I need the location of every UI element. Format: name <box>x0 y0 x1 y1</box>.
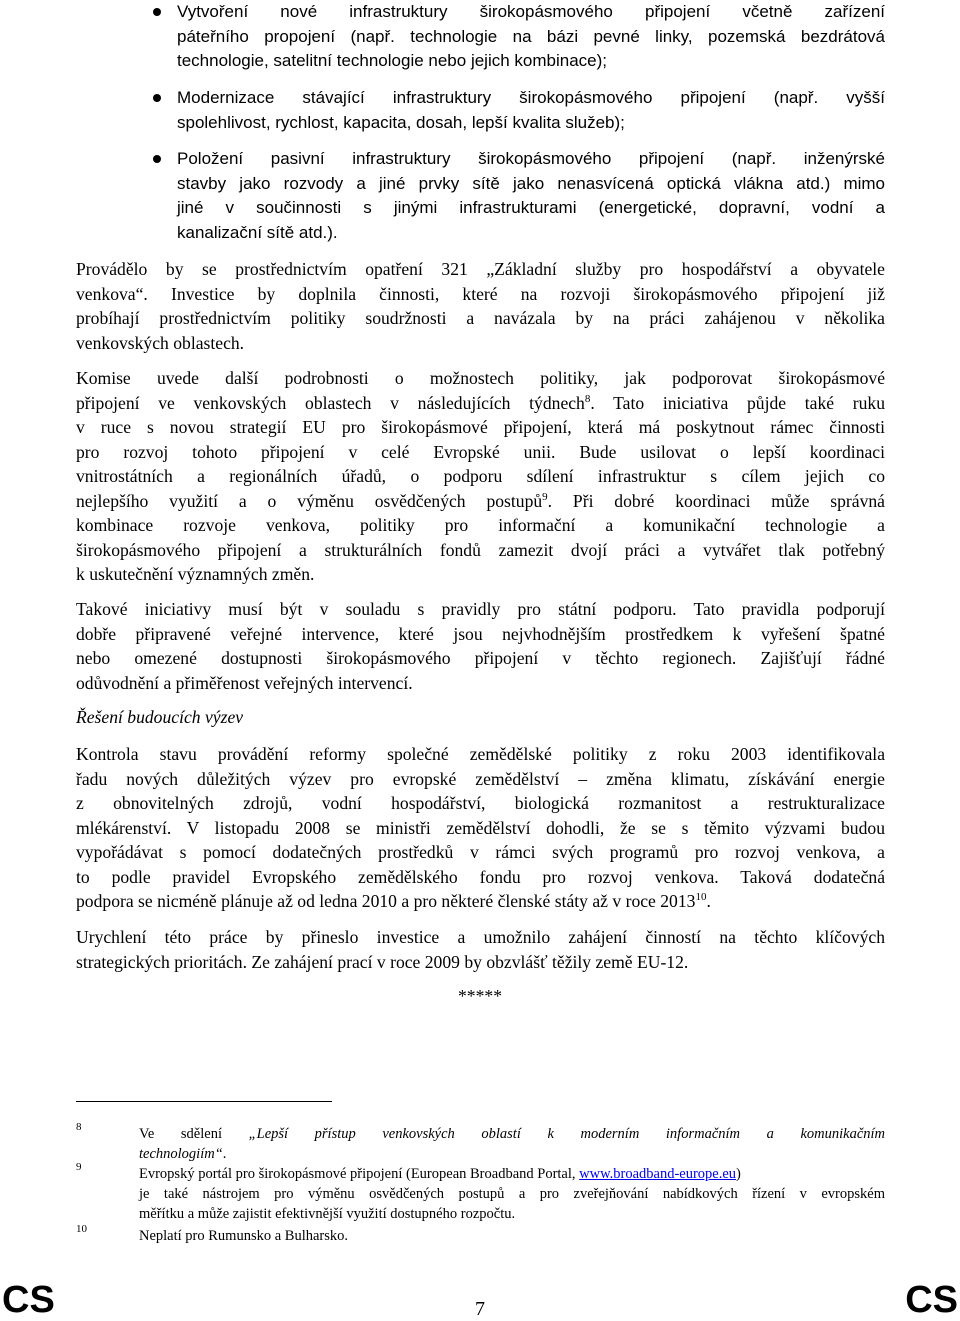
page-number: 7 <box>475 1298 485 1320</box>
footnote-line <box>139 1144 885 1164</box>
broadband-portal-link[interactable]: www.broadband-europe.eu <box>579 1166 737 1182</box>
footnote-10: Neplatí pro Rumunsko a Bulharsko. <box>139 1228 349 1244</box>
footnote-title: technologiím“ <box>139 1146 223 1162</box>
bullet-line: páteřního propojení (např. technologie na bázi pevné linky, pozemská bezdrátová <box>177 26 885 46</box>
footnote-text: . <box>222 1146 227 1162</box>
para-line: širokopásmového připojení a strukturálních fondů zamezit dvojí práci a vytvářet tlak potřebný <box>76 539 885 560</box>
footer-language-left: CS <box>2 1279 55 1321</box>
para-line: z obnovitelných zdrojů, vodní hospodářství, biologická rozmanitost a restrukturalizace <box>76 793 885 813</box>
bullet-line: Vytvoření nové infrastruktury širokopásmového připojení včetně zařízení <box>177 2 885 21</box>
para-line <box>76 391 885 416</box>
para-line <box>76 889 885 914</box>
bullet-line: jiné v součinnosti s jinými infrastrukturami (energetické, dopravní, vodní a <box>177 198 885 217</box>
para-line-text: připojení ve venkovských oblastech v následujících týdnech <box>76 392 585 413</box>
paragraph-1 <box>76 257 885 355</box>
bullet-line: Modernizace stávající infrastruktury širokopásmového připojení (např. vyšší <box>177 88 885 107</box>
para-line: Takové iniciativy musí být v souladu s pravidly pro státní podporu. Tato pravidla podporují <box>76 599 885 619</box>
footnote-text: ) <box>736 1166 741 1182</box>
footnote-line <box>139 1124 885 1144</box>
para-line: mlékárenství. V listopadu 2008 se ministři zemědělství dohodli, že se s těmito výzvami budou <box>76 817 885 838</box>
section-separator: ***** <box>458 986 502 1006</box>
bullet-item-2 <box>177 86 885 135</box>
footnote-rule <box>76 1101 332 1102</box>
footnote-line: měřítku a může zajistit efektivnější využití dostupného rozpočtu. <box>139 1206 516 1222</box>
bullet-item-1 <box>177 0 885 74</box>
para-line: strategických prioritách. Ze zahájení prací v roce 2009 by obzvlášť těžily země EU-12. <box>76 951 689 972</box>
paragraph-3 <box>76 597 885 695</box>
para-line: to podle pravidel Evropského zemědělského fondu pro rozvoj venkova. Taková dodatečná <box>76 866 885 887</box>
paragraph-2 <box>76 366 885 587</box>
section-heading: Řešení budoucích výzev <box>76 707 244 727</box>
bullet-marker <box>153 155 161 163</box>
footnote-ref-8: 8 <box>584 392 591 405</box>
footnote-8 <box>139 1124 885 1164</box>
para-line <box>76 489 885 514</box>
bullet-line: kanalizační sítě atd.). <box>177 222 338 242</box>
para-line: Komise uvede další podrobnosti o možnostech politiky, jak podporovat širokopásmové <box>76 368 885 388</box>
para-line: kombinace rozvoje venkova, politiky pro informační a komunikační technologie a <box>76 515 885 535</box>
footnote-number-9: 9 <box>76 1161 82 1173</box>
para-line-text: . <box>706 891 711 911</box>
para-line-text: . Při dobré koordinaci může správná <box>547 490 885 511</box>
para-line: v ruce s novou strategií EU pro širokopásmové připojení, která má poskytnout rámec činnosti <box>76 417 885 437</box>
para-line: Urychlení této práce by přineslo investice a umožnilo zahájení činností na těchto klíčových <box>76 927 885 947</box>
footer-language-right: CS <box>905 1279 958 1321</box>
bullet-item-3 <box>177 147 885 245</box>
para-line: řadu nových důležitých výzev pro evropské zemědělství – změna klimatu, získávání energie <box>76 768 885 789</box>
para-line: venkovských oblastech. <box>76 332 245 353</box>
footnote-title: „Lepší přístup venkovských oblastí k moderním informačním a komunikačním <box>248 1126 886 1142</box>
para-line: nebo omezené dostupnosti širokopásmového připojení v těchto regionech. Zajišťují řádné <box>76 648 885 668</box>
para-line: Provádělo by se prostřednictvím opatření 321 „Základní služby pro hospodářství a obyvatele <box>76 259 885 279</box>
bullet-line: Položení pasivní infrastruktury širokopásmového připojení (např. inženýrské <box>177 149 885 168</box>
paragraph-4 <box>76 742 885 914</box>
para-line: vypořádávat s pomocí dodatečných prostředků v rámci svých programů pro rozvoj venkova, a <box>76 842 885 862</box>
footnote-text: Ve sdělení <box>139 1126 249 1142</box>
para-line: dobře připravené veřejné intervence, které jsou nejvhodnějším prostředkem k vyřešení špatné <box>76 623 885 644</box>
footnote-number-10: 10 <box>76 1223 87 1235</box>
para-line: pro rozvoj tohoto připojení v celé Evropské unii. Bude usilovat o lepší koordinaci <box>76 441 885 462</box>
bullet-line: spolehlivost, rychlost, kapacita, dosah, lepší kvalita služeb); <box>177 112 625 132</box>
para-line-text: nejlepšího využití a o výměnu osvědčených postupů <box>76 490 543 511</box>
bullet-marker <box>153 8 161 16</box>
para-line: odůvodnění a přiměřenost veřejných intervencí. <box>76 672 413 693</box>
footnote-ref-10: 10 <box>695 891 707 904</box>
para-line: Kontrola stavu provádění reformy společné zemědělské politiky z roku 2003 identifikovala <box>76 744 885 764</box>
footnote-line <box>139 1164 885 1184</box>
footnote-text: Evropský portál pro širokopásmové připojení (European Broadband Portal, <box>139 1166 580 1182</box>
bullet-line: technologie, satelitní technologie nebo jejich kombinace); <box>177 51 607 70</box>
footnote-number-8: 8 <box>76 1121 82 1133</box>
footnote-9 <box>139 1164 885 1224</box>
bullet-marker <box>153 94 161 102</box>
footnote-line: je také nástrojem pro výměnu osvědčených postupů a pro zveřejňování nabídkových řízení v evropském <box>139 1186 885 1202</box>
para-line: vnitrostátních a regionálních úřadů, o podporu sdílení infrastruktur s cílem jejich co <box>76 466 885 486</box>
para-line: venkova“. Investice by doplnila činnosti, které na rozvoji širokopásmového připojení již <box>76 283 885 304</box>
para-line: probíhají prostřednictvím politiky soudržnosti a navázala by na práci zahájenou v několika <box>76 308 885 328</box>
para-line-text: . Tato iniciativa půjde také ruku <box>590 392 886 413</box>
bullet-line: stavby jako rozvody a jiné prvky sítě jako nenasvícená optická vlákna atd.) mimo <box>177 173 885 193</box>
footnote-ref-9: 9 <box>542 490 548 503</box>
paragraph-5 <box>76 925 885 974</box>
para-line: k uskutečnění významných změn. <box>76 564 315 584</box>
para-line-text: podpora se nicméně plánuje až od ledna 2010 a pro některé členské státy až v roce 2013 <box>76 891 696 911</box>
